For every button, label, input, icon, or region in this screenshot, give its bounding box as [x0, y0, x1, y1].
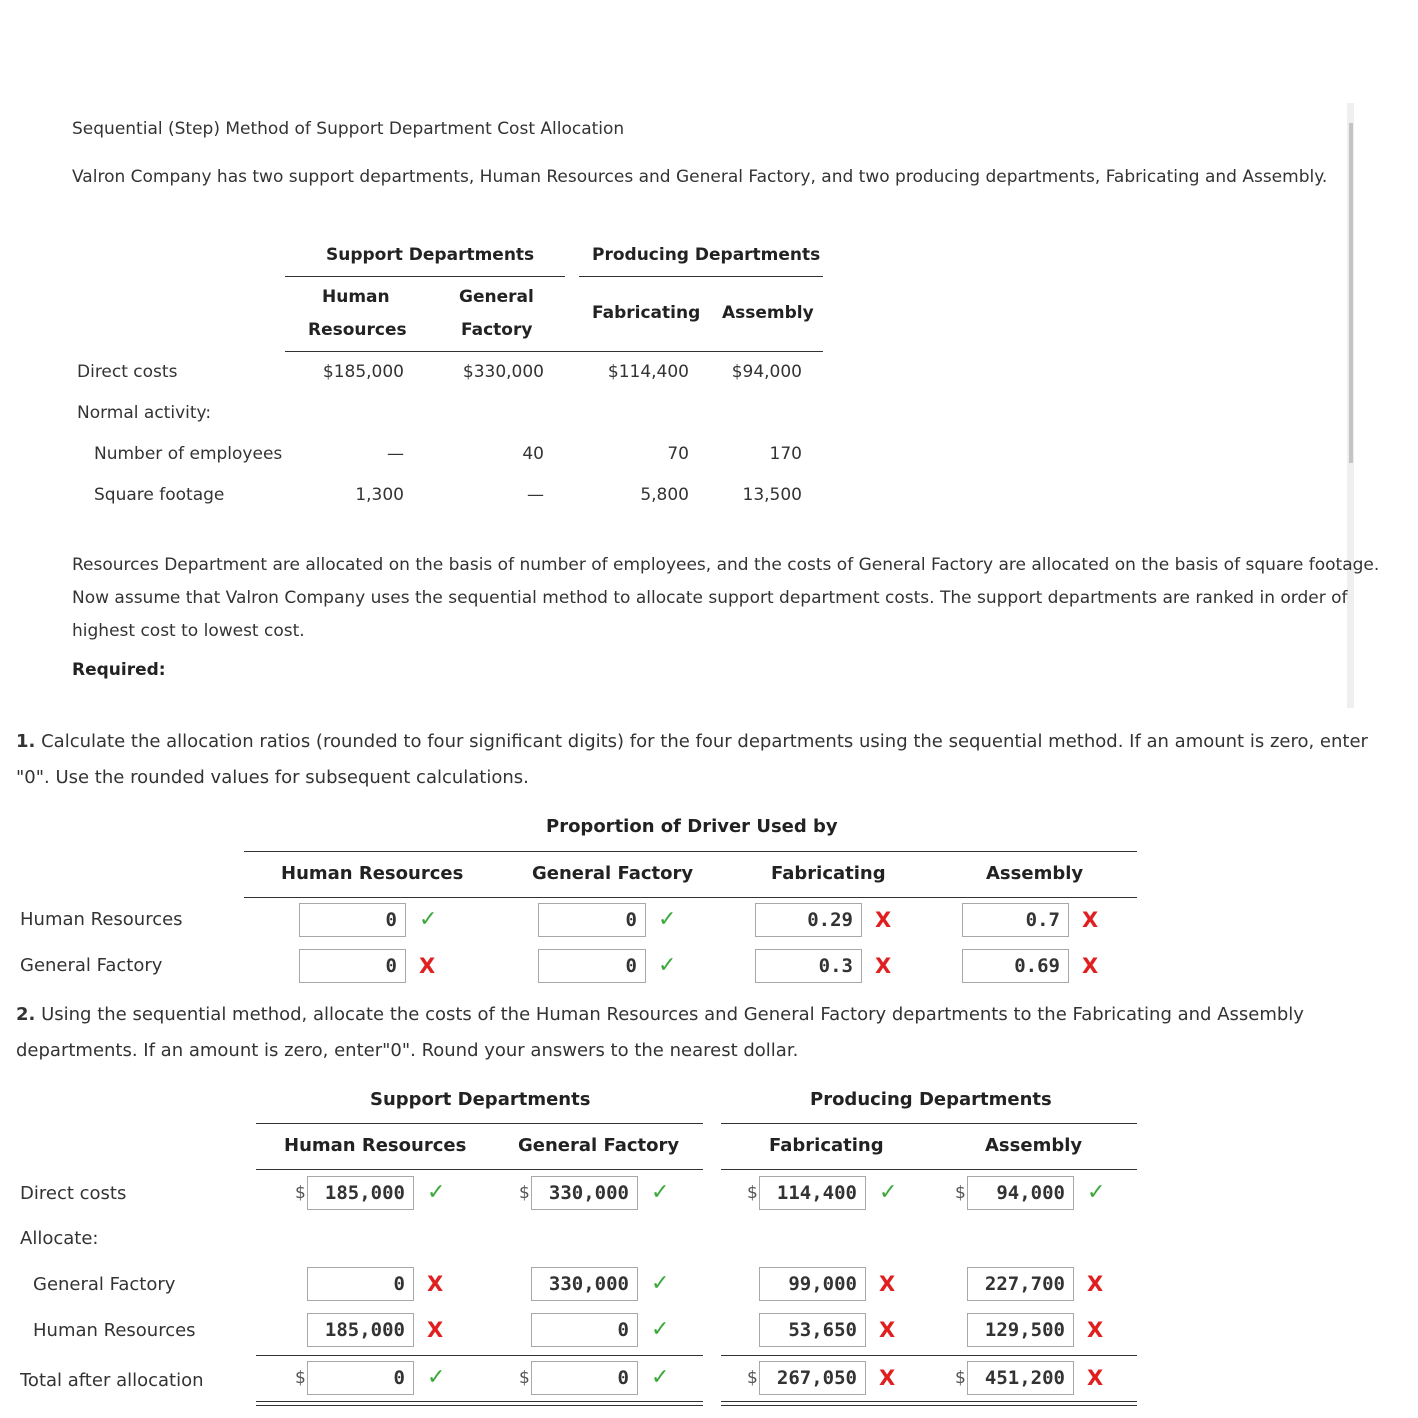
- part2-allocate-label: Allocate:: [20, 1228, 99, 1249]
- ratio-gf-to-asm-input[interactable]: 0.69: [962, 949, 1069, 983]
- ratio-hr-to-fab-input[interactable]: 0.29: [755, 903, 862, 937]
- given-header-rule: [285, 351, 823, 352]
- given-sqft-label: Square footage: [94, 485, 225, 505]
- part2-allocate-hr-label: Human Resources: [33, 1320, 196, 1341]
- problem-paragraph-line3: highest cost to lowest cost.: [72, 621, 305, 641]
- given-col-hr-line1: Human: [322, 287, 390, 307]
- correct-check-icon: ✓: [658, 907, 677, 932]
- part2-direct-costs-label: Direct costs: [20, 1183, 127, 1204]
- part2-support-header: Support Departments: [370, 1089, 591, 1110]
- part2-producing-header: Producing Departments: [810, 1089, 1052, 1110]
- part2-total-label: Total after allocation: [20, 1370, 204, 1391]
- direct-cost-gf-input[interactable]: 330,000: [531, 1176, 638, 1210]
- given-direct-cost-hr: $185,000: [322, 362, 404, 382]
- part2-support-rule: [256, 1123, 703, 1124]
- correct-check-icon: ✓: [651, 1365, 670, 1390]
- incorrect-x-icon: X: [1087, 1272, 1104, 1296]
- alloc-hr-hr-input[interactable]: 185,000: [307, 1313, 414, 1347]
- alloc-gf-fab-input[interactable]: 99,000: [759, 1267, 866, 1301]
- part1-header-rule: [244, 897, 1137, 898]
- incorrect-x-icon: X: [879, 1366, 896, 1390]
- part2-col-hr: Human Resources: [284, 1135, 467, 1156]
- alloc-hr-asm-input[interactable]: 129,500: [967, 1313, 1074, 1347]
- part2-number: 2.: [16, 1004, 36, 1025]
- part2-col-gf: General Factory: [518, 1135, 680, 1156]
- dollar-sign: $: [295, 1368, 306, 1388]
- problem-intro: Valron Company has two support departments, Human Resources and General Factory, and two producing departments, Fabricating and Assembly.: [72, 167, 1328, 187]
- direct-cost-fab-input[interactable]: 114,400: [759, 1176, 866, 1210]
- part1-text-line1: Calculate the allocation ratios (rounded to four significant digits) for the four departments using the sequential method. If an amount is zero, enter: [35, 731, 1368, 752]
- dollar-sign: $: [295, 1183, 306, 1203]
- part1-question-line2: "0". Use the rounded values for subsequent calculations.: [16, 767, 529, 788]
- part1-row-hr-label: Human Resources: [20, 909, 183, 930]
- alloc-hr-gf-input[interactable]: 0: [531, 1313, 638, 1347]
- given-employees-label: Number of employees: [94, 444, 283, 464]
- part1-row-gf-label: General Factory: [20, 955, 163, 976]
- part2-question-line1: [16, 1004, 1304, 1025]
- correct-check-icon: ✓: [651, 1317, 670, 1342]
- given-sqft-hr: 1,300: [355, 485, 404, 505]
- given-col-fab: Fabricating: [592, 303, 701, 323]
- incorrect-x-icon: X: [875, 954, 892, 978]
- ratio-gf-to-fab-input[interactable]: 0.3: [755, 949, 862, 983]
- dollar-sign: $: [955, 1183, 966, 1203]
- given-employees-asm: 170: [769, 444, 802, 464]
- part1-col-fab: Fabricating: [771, 863, 886, 884]
- problem-title: Sequential (Step) Method of Support Department Cost Allocation: [72, 119, 625, 139]
- incorrect-x-icon: X: [1082, 908, 1099, 932]
- part1-number: 1.: [16, 731, 36, 752]
- part2-support-header-rule: [256, 1169, 703, 1170]
- incorrect-x-icon: X: [1087, 1366, 1104, 1390]
- incorrect-x-icon: X: [419, 954, 436, 978]
- dollar-sign: $: [747, 1368, 758, 1388]
- incorrect-x-icon: X: [1087, 1318, 1104, 1342]
- incorrect-x-icon: X: [1082, 954, 1099, 978]
- correct-check-icon: ✓: [651, 1271, 670, 1296]
- total-hr-input[interactable]: 0: [307, 1361, 414, 1395]
- incorrect-x-icon: X: [875, 908, 892, 932]
- given-employees-fab: 70: [667, 444, 689, 464]
- direct-cost-hr-input[interactable]: 185,000: [307, 1176, 414, 1210]
- correct-check-icon: ✓: [658, 953, 677, 978]
- given-producing-header: Producing Departments: [592, 245, 821, 265]
- given-employees-hr: —: [387, 444, 404, 464]
- given-employees-gf: 40: [522, 444, 544, 464]
- incorrect-x-icon: X: [427, 1318, 444, 1342]
- dollar-sign: $: [519, 1183, 530, 1203]
- incorrect-x-icon: X: [879, 1318, 896, 1342]
- ratio-hr-to-hr-input[interactable]: 0: [299, 903, 406, 937]
- given-sqft-fab: 5,800: [640, 485, 689, 505]
- given-producing-rule: [579, 276, 823, 277]
- alloc-gf-hr-input[interactable]: 0: [307, 1267, 414, 1301]
- part1-question-line1: [16, 731, 1368, 752]
- part1-title-rule: [244, 851, 1137, 852]
- part1-col-asm: Assembly: [986, 863, 1084, 884]
- total-gf-input[interactable]: 0: [531, 1361, 638, 1395]
- correct-check-icon: ✓: [1087, 1180, 1106, 1205]
- given-direct-cost-fab: $114,400: [607, 362, 689, 382]
- part2-col-asm: Assembly: [985, 1135, 1083, 1156]
- part2-subtotal-rule-support: [256, 1355, 703, 1356]
- total-fab-input[interactable]: 267,050: [759, 1361, 866, 1395]
- part1-table-title: Proportion of Driver Used by: [546, 816, 838, 837]
- part2-total-double-rule-support: [256, 1401, 703, 1406]
- total-asm-input[interactable]: 451,200: [967, 1361, 1074, 1395]
- correct-check-icon: ✓: [427, 1365, 446, 1390]
- incorrect-x-icon: X: [879, 1272, 896, 1296]
- alloc-gf-asm-input[interactable]: 227,700: [967, 1267, 1074, 1301]
- scrollbar-thumb[interactable]: [1349, 123, 1353, 463]
- dollar-sign: $: [519, 1368, 530, 1388]
- ratio-hr-to-gf-input[interactable]: 0: [538, 903, 646, 937]
- part2-question-line2: departments. If an amount is zero, enter"0". Round your answers to the nearest dollar.: [16, 1040, 799, 1061]
- ratio-gf-to-gf-input[interactable]: 0: [538, 949, 646, 983]
- correct-check-icon: ✓: [879, 1180, 898, 1205]
- correct-check-icon: ✓: [427, 1180, 446, 1205]
- given-direct-cost-asm: $94,000: [731, 362, 802, 382]
- part2-total-double-rule-producing: [721, 1401, 1137, 1406]
- ratio-gf-to-hr-input[interactable]: 0: [299, 949, 406, 983]
- part1-col-hr: Human Resources: [281, 863, 464, 884]
- part2-subtotal-rule-producing: [721, 1355, 1137, 1356]
- given-normal-activity-label: Normal activity:: [77, 403, 212, 423]
- required-label: Required:: [72, 660, 166, 680]
- given-sqft-asm: 13,500: [742, 485, 802, 505]
- given-direct-cost-gf: $330,000: [462, 362, 544, 382]
- correct-check-icon: ✓: [651, 1180, 670, 1205]
- part2-text-line1: Using the sequential method, allocate the costs of the Human Resources and General Factory departments to the Fabricating and Assembly: [35, 1004, 1304, 1025]
- part2-allocate-gf-label: General Factory: [33, 1274, 176, 1295]
- ratio-hr-to-asm-input[interactable]: 0.7: [962, 903, 1069, 937]
- given-col-gf-line1: General: [459, 287, 534, 307]
- part2-col-fab: Fabricating: [769, 1135, 884, 1156]
- incorrect-x-icon: X: [427, 1272, 444, 1296]
- part1-col-gf: General Factory: [532, 863, 694, 884]
- part2-producing-rule: [721, 1123, 1137, 1124]
- given-sqft-gf: —: [527, 485, 544, 505]
- given-support-rule: [285, 276, 565, 277]
- dollar-sign: $: [955, 1368, 966, 1388]
- problem-paragraph-line1: Resources Department are allocated on the basis of number of employees, and the costs of General Factory are allocated on the basis of square footage.: [72, 555, 1380, 575]
- given-support-header: Support Departments: [326, 245, 535, 265]
- part2-producing-header-rule: [721, 1169, 1137, 1170]
- direct-cost-asm-input[interactable]: 94,000: [967, 1176, 1074, 1210]
- given-direct-costs-label: Direct costs: [77, 362, 178, 382]
- given-col-asm: Assembly: [722, 303, 814, 323]
- given-col-gf-line2: Factory: [461, 320, 533, 340]
- alloc-hr-fab-input[interactable]: 53,650: [759, 1313, 866, 1347]
- given-col-hr-line2: Resources: [308, 320, 407, 340]
- dollar-sign: $: [747, 1183, 758, 1203]
- problem-paragraph-line2: Now assume that Valron Company uses the sequential method to allocate support department costs. The support departments are ranked in order of: [72, 588, 1348, 608]
- correct-check-icon: ✓: [419, 907, 438, 932]
- alloc-gf-gf-input[interactable]: 330,000: [531, 1267, 638, 1301]
